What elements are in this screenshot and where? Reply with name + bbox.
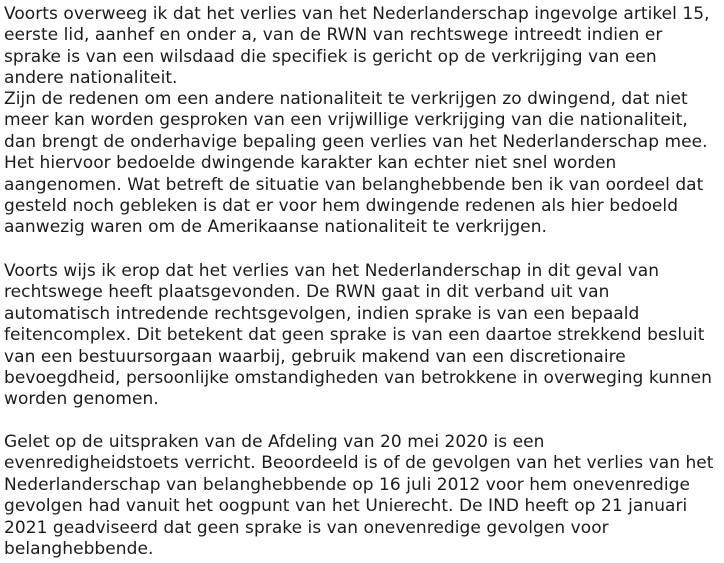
text-line: Gelet op de uitspraken van de Afdeling van 20 mei 2020 is een: [4, 432, 545, 452]
text-line: dan brengt de onderhavige bepaling geen verlies van het Nederlanderschap mee.: [4, 131, 708, 152]
text-line: andere nationaliteit.: [4, 68, 178, 89]
text-line: worden genomen.: [4, 389, 159, 410]
text-line: Voorts overweeg ik dat het verlies van het Nederlanderschap ingevolge artikel 15,: [4, 4, 710, 24]
text-line: sprake is van een wilsdaad die specifiek is gericht op de verkrijging van een: [4, 46, 657, 67]
text-line: bevoegdheid, persoonlijke omstandigheden van betrokkene in overweging kunnen: [4, 368, 712, 389]
text-line: aanwezig waren om de Amerikaanse nationaliteit te verkrijgen.: [4, 217, 547, 238]
text-line: gevolgen had vanuit het oogpunt van het Unierecht. De IND heeft op 21 januari: [4, 496, 688, 517]
paragraph-verlies-nederlanderschap: [4, 4, 710, 90]
text-line: Het hiervoor bedoelde dwingende karakter kan echter niet snel worden: [4, 153, 617, 174]
text-line: eerste lid, aanhef en onder a, van de RWN van rechtswege intreedt indien er: [4, 25, 663, 46]
text-line: automatisch intredende rechtsgevolgen, indien sprake is van een bepaald: [4, 303, 640, 324]
text-line: Zijn de redenen om een andere nationaliteit te verkrijgen zo dwingend, dat niet: [4, 89, 688, 109]
text-line: gesteld noch gebleken is dat er voor hem dwingende redenen als hier bedoeld: [4, 196, 679, 217]
text-line: Voorts wijs ik erop dat het verlies van het Nederlanderschap in dit geval van: [4, 261, 660, 281]
paragraph-van-rechtswege: [4, 261, 712, 411]
text-line: Nederlanderschap van belanghebbende op 16 juli 2012 voor hem onevenredige: [4, 474, 690, 495]
text-line: evenredigheidstoets verricht. Beoordeeld is of de gevolgen van het verlies van het: [4, 453, 714, 474]
text-line: meer kan worden gesproken van een vrijwillige verkrijging van die nationaliteit,: [4, 110, 688, 131]
document-page: [4, 0, 720, 563]
text-line: rechtswege heeft plaatsgevonden. De RWN gaat in dit verband uit van: [4, 282, 610, 303]
paragraph-evenredigheidstoets: [4, 432, 714, 560]
paragraph-dwingende-redenen: [4, 89, 708, 239]
text-line: feitencomplex. Dit betekent dat geen sprake is van een daartoe strekkend besluit: [4, 325, 705, 346]
text-line: belanghebbende.: [4, 539, 154, 560]
text-line: van een bestuursorgaan waarbij, gebruik makend van een discretionaire: [4, 346, 626, 367]
text-line: 2021 geadviseerd dat geen sprake is van onevenredige gevolgen voor: [4, 517, 609, 538]
text-line: aangenomen. Wat betreft de situatie van belanghebbende ben ik van oordeel dat: [4, 174, 704, 195]
